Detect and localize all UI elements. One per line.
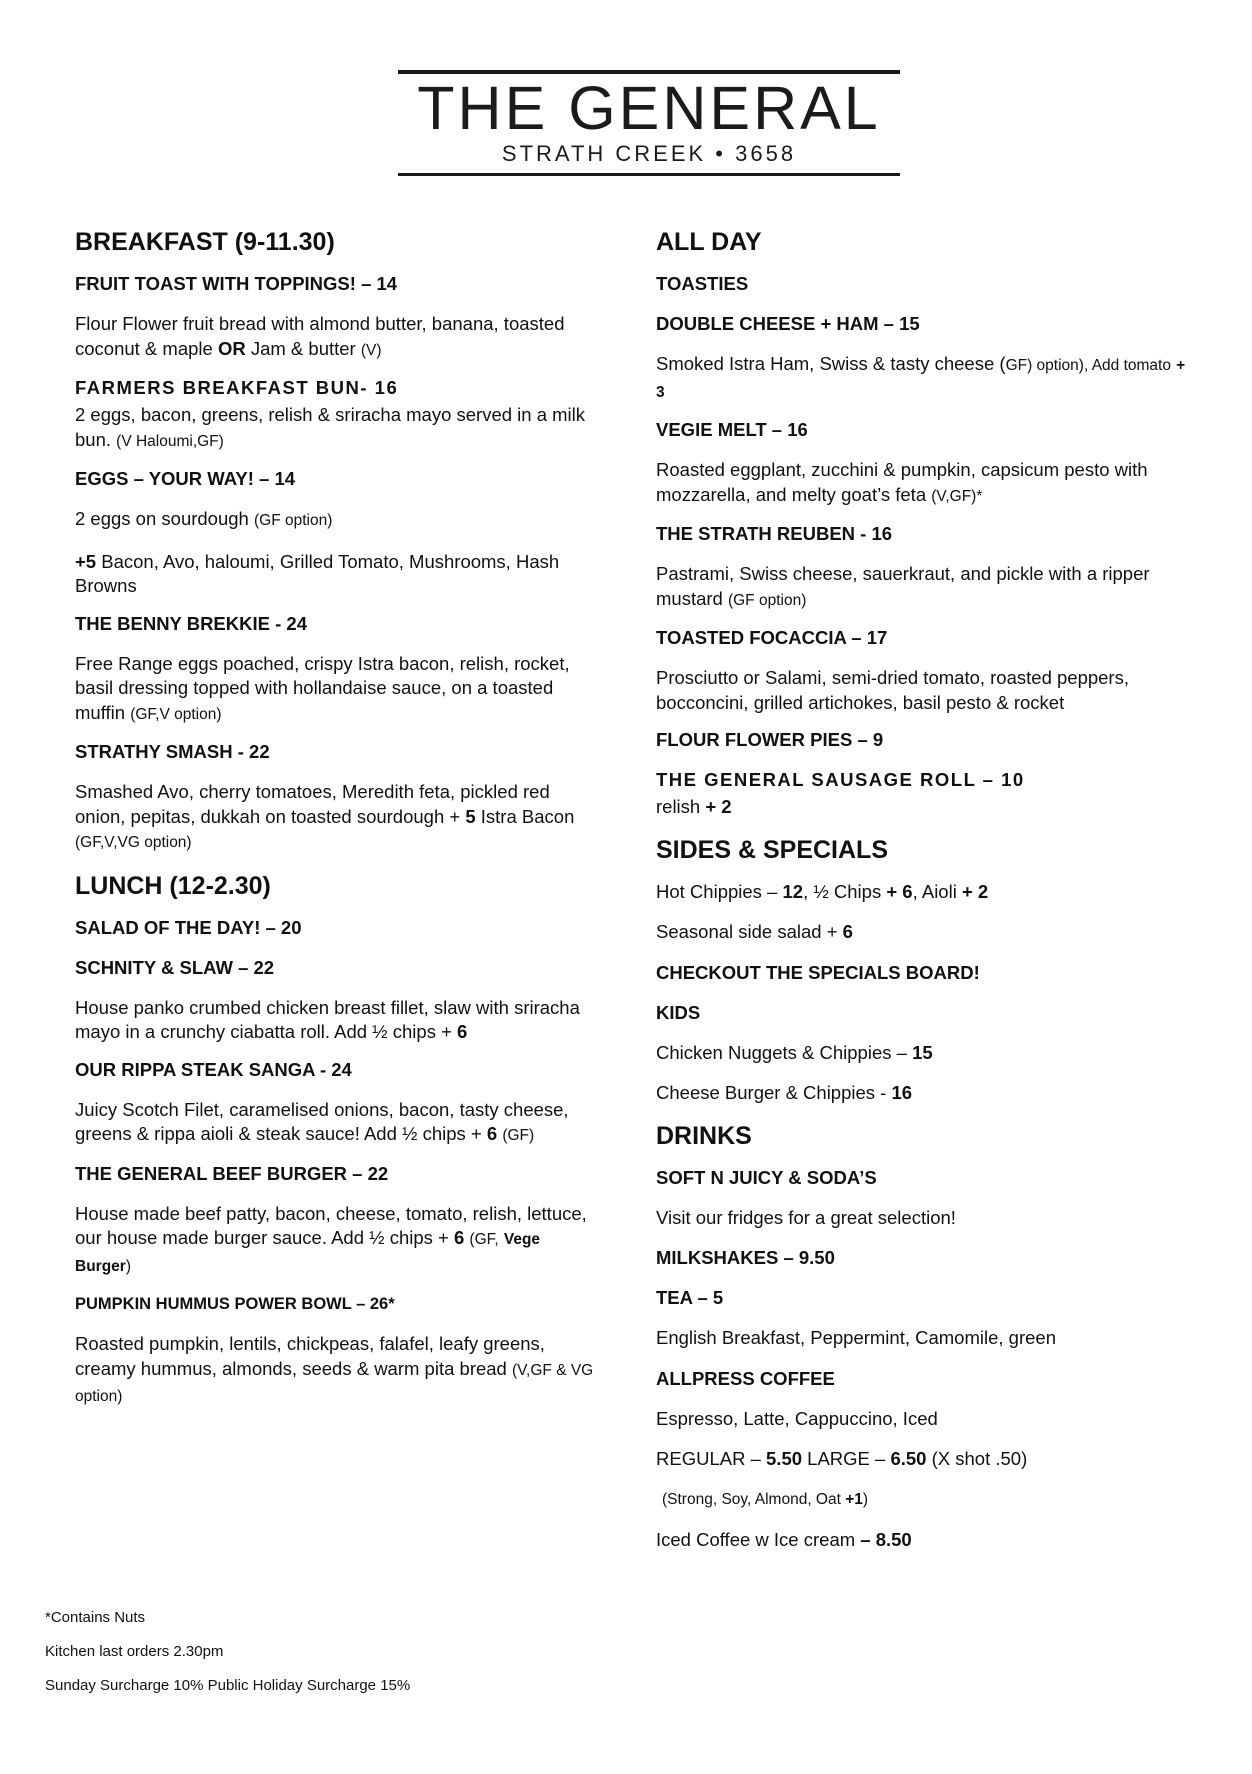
schnity-desc: House panko crumbed chicken breast fillet, slaw with sriracha mayo in a crunchy ciabatta roll. Add ½ chips + 6 [75,996,580,1042]
logo [398,70,900,178]
pies-title: FLOUR FLOWER PIES – 9 [656,729,884,750]
drinks-heading: DRINKS [656,1121,752,1150]
footer-surcharge: Sunday Surcharge 10% Public Holiday Surcharge 15% [45,1677,411,1694]
all-day-heading: ALL DAY [656,228,762,256]
farmers-title: FARMERS BREAKFAST BUN- 16 [75,377,399,398]
steak-desc: Juicy Scotch Filet, caramelised onions, bacon, tasty cheese, greens & rippa aioli & steak sauce! Add ½ chips + 6 (GF) [75,1098,569,1144]
focaccia-title: TOASTED FOCACCIA – 17 [656,627,888,648]
footer-nuts: *Contains Nuts [45,1609,146,1626]
chips-line: Hot Chippies – 12, ½ Chips + 6, Aioli + 2 [656,880,989,902]
reuben-title: THE STRATH REUBEN - 16 [656,523,893,544]
coffee-desc: Espresso, Latte, Cappuccino, Iced [656,1407,938,1429]
sausage-roll-desc: relish + 2 [656,796,732,817]
right-column [656,225,1196,1553]
logo-subtitle: STRATH CREEK • 3658 [501,141,797,166]
vegie-melt-title: VEGIE MELT – 16 [656,419,808,440]
footer-kitchen: Kitchen last orders 2.30pm [45,1643,224,1660]
bowl-title: PUMPKIN HUMMUS POWER BOWL – 26* [75,1295,395,1313]
soft-drinks-title: SOFT N JUICY & SODA’S [656,1166,877,1188]
tea-title: TEA – 5 [656,1287,724,1308]
eggs-extras: +5 Bacon, Avo, haloumi, Grilled Tomato, Mushrooms, Hash Browns [75,550,560,596]
milkshakes-title: MILKSHAKES – 9.50 [656,1247,835,1268]
burger-desc: House made beef patty, bacon, cheese, tomato, relish, lettuce, our house made burger sauce. Add ½ chips + 6 (GF, Vege Burger) [75,1202,587,1275]
coffee-milks: (Strong, Soy, Almond, Oat +1) [662,1490,869,1508]
salad-title: SALAD OF THE DAY! – 20 [75,916,302,938]
lunch-heading: LUNCH (12-2.30) [75,871,271,900]
focaccia-desc: Prosciutto or Salami, semi-dried tomato, roasted peppers, bocconcini, grilled artichokes, basil pesto & rocket [656,667,1129,713]
vegie-melt-desc: Roasted eggplant, zucchini & pumpkin, capsicum pesto with mozzarella, and melty goat’s feta (V,GF)* [656,459,1148,505]
toasties-title: TOASTIES [656,273,749,294]
farmers-desc: 2 eggs, bacon, greens, relish & sriracha mayo served in a milk bun. (V Haloumi,GF) [75,404,586,450]
reuben-desc: Pastrami, Swiss cheese, sauerkraut, and pickle with a ripper mustard (GF option) [656,563,1150,609]
double-cheese-desc: Smoked Istra Ham, Swiss & tasty cheese (GF) option), Add tomato + 3 [656,353,1186,401]
steak-title: OUR RIPPA STEAK SANGA - 24 [75,1058,352,1080]
benny-desc: Free Range eggs poached, crispy Istra bacon, relish, rocket, basil dressing topped with hollandaise sauce, on a toasted muffin (GF,V option) [75,652,570,723]
fruit-toast-title: FRUIT TOAST WITH TOPPINGS! – 14 [75,273,398,294]
cheese-burger-line: Cheese Burger & Chippies - 16 [656,1082,913,1103]
logo-bottom-bar [398,173,900,176]
left-column [75,225,595,1410]
iced-coffee-line: Iced Coffee w Ice cream – 8.50 [656,1529,912,1550]
kids-title: KIDS [656,1001,701,1023]
tea-desc: English Breakfast, Peppermint, Camomile, green [656,1327,1056,1348]
sides-heading: SIDES & SPECIALS [656,835,888,864]
coffee-title: ALLPRESS COFFEE [656,1367,835,1389]
strathy-desc: Smashed Avo, cherry tomatoes, Meredith feta, pickled red onion, pepitas, dukkah on toasted sourdough + 5 Istra Bacon (GF,V,VG option) [75,781,575,851]
breakfast-heading: BREAKFAST (9-11.30) [75,228,335,256]
strathy-title: STRATHY SMASH - 22 [75,741,270,762]
eggs-title: EGGS – YOUR WAY! – 14 [75,468,296,489]
fruit-toast-desc: Flour Flower fruit bread with almond butter, banana, toasted coconut & maple OR Jam & butter (V) [75,313,565,359]
sausage-roll-title: THE GENERAL SAUSAGE ROLL – 10 [656,769,1025,790]
side-salad-line: Seasonal side salad + 6 [656,921,853,942]
coffee-sizes: REGULAR – 5.50 LARGE – 6.50 (X shot .50) [656,1448,1028,1469]
soft-drinks-desc: Visit our fridges for a great selection! [656,1206,956,1228]
logo-title: THE GENERAL [417,74,881,142]
eggs-desc: 2 eggs on sourdough (GF option) [75,508,333,529]
benny-title: THE BENNY BREKKIE - 24 [75,612,307,634]
specials-board: CHECKOUT THE SPECIALS BOARD! [656,961,980,983]
schnity-title: SCHNITY & SLAW – 22 [75,956,275,978]
nuggets-line: Chicken Nuggets & Chippies – 15 [656,1041,933,1063]
burger-title: THE GENERAL BEEF BURGER – 22 [75,1162,389,1184]
bowl-desc: Roasted pumpkin, lentils, chickpeas, falafel, leafy greens, creamy hummus, almonds, seeds & warm pita bread (V,GF & VG option) [75,1333,594,1405]
double-cheese-title: DOUBLE CHEESE + HAM – 15 [656,313,920,334]
